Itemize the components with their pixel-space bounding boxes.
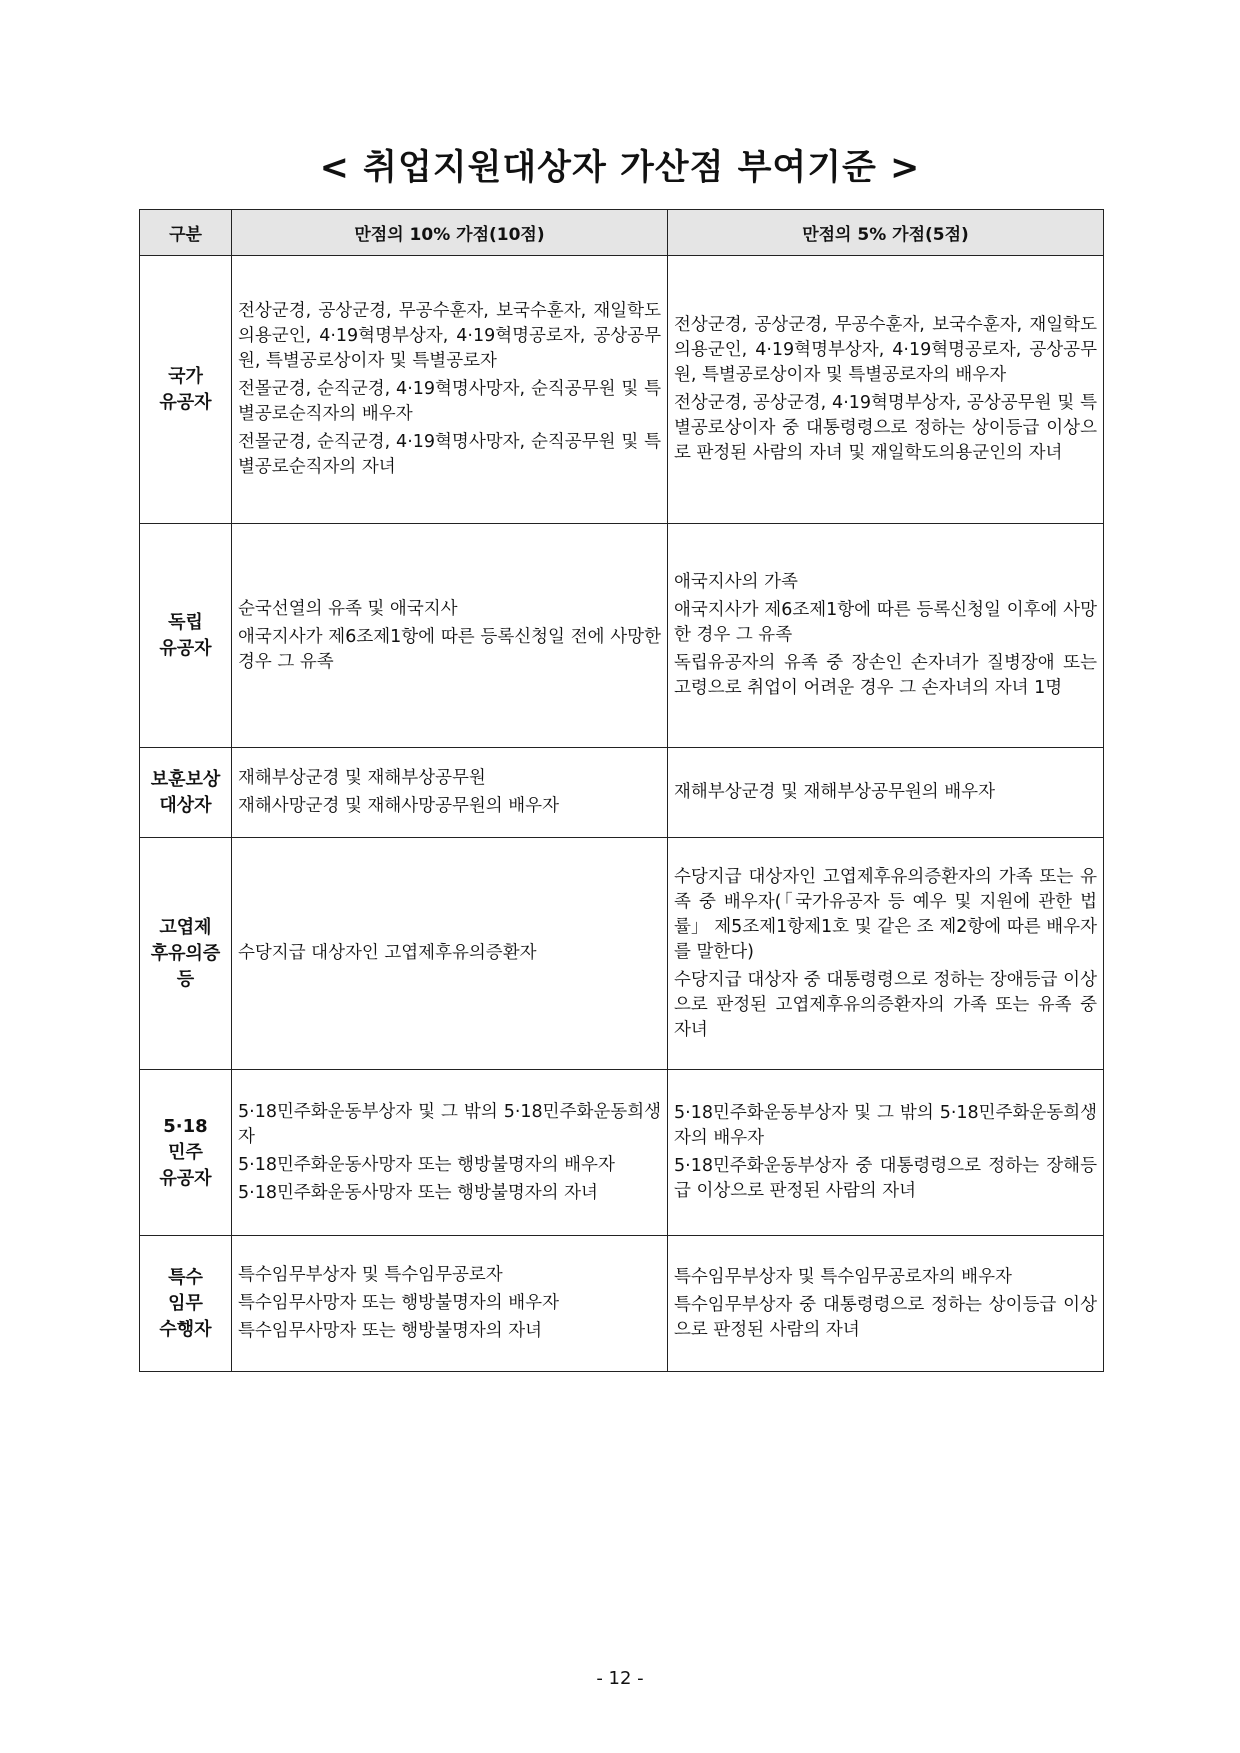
eligibility-item: 특수임무부상자 및 특수임무공로자의 배우자 [674,1266,1012,1287]
eligibility-item: 애국지사가 제6조제1항에 따른 등록신청일 이후에 사망한 경우 그 유족 [674,600,1097,645]
eligibility-item: 특수임무부상자 중 대통령령으로 정하는 상이등급 이상으로 판정된 사람의 자녀 [674,1294,1097,1340]
eligibility-item: 5·18민주화운동부상자 및 그 밖의 5·18민주화운동희생자 [238,1101,661,1147]
table-row [140,256,1104,524]
eligibility-item: 특수임무사망자 또는 행방불명자의 자녀 [238,1321,543,1341]
category-line: 후유의증 [150,942,221,964]
category-line: 특수 [168,1266,203,1288]
category-line: 임무 [168,1292,203,1314]
bonus-10-cell [232,256,668,524]
table-row [140,1236,1104,1372]
eligibility-item: 재해부상군경 및 재해부상공무원의 배우자 [674,782,995,802]
eligibility-item: 특수임무사망자 또는 행방불명자의 배우자 [238,1293,559,1313]
table-row [140,1070,1104,1236]
category-cell [140,256,232,524]
eligibility-item: 전몰군경, 순직군경, 4·19혁명사망자, 순직공무원 및 특별공로순직자의 자녀 [238,432,661,477]
bonus-5-cell [668,524,1104,748]
eligibility-item: 5·18민주화운동부상자 중 대통령령으로 정하는 장해등급 이상으로 판정된 사람의 자녀 [674,1156,1097,1201]
category-line: 5·18 [163,1115,208,1137]
page-title: < 취업지원대상자 가산점 부여기준 > [319,148,921,188]
category-line: 보훈보상 [150,768,221,790]
category-cell [140,838,232,1070]
eligibility-item: 전상군경, 공상군경, 무공수훈자, 보국수훈자, 재일학도의용군인, 4·19혁명부상자, 4·19혁명공로자, 공상공무원, 특별공로상이자 및 특별공로자의 배우자 [674,315,1097,385]
eligibility-item: 애국지사가 제6조제1항에 따른 등록신청일 전에 사망한 경우 그 유족 [238,626,661,672]
bonus-5-cell [668,256,1104,524]
category-line: 유공자 [159,637,212,659]
category-line: 대상자 [159,794,212,816]
eligibility-item: 전상군경, 공상군경, 무공수훈자, 보국수훈자, 재일학도의용군인, 4·19혁명부상자, 4·19혁명공로자, 공상공무원, 특별공로상이자 및 특별공로자 [238,301,661,371]
category-line: 고엽제 [159,916,212,938]
bonus-criteria-table [139,209,1104,1372]
category-line: 유공자 [159,391,212,413]
eligibility-item: 수당지급 대상자인 고엽제후유의증환자 [238,943,537,963]
eligibility-item: 재해부상군경 및 재해부상공무원 [238,768,486,788]
bonus-10-cell [232,1236,668,1372]
eligibility-item: 독립유공자의 유족 중 장손인 손자녀가 질병장애 또는 고령으로 취업이 어려운 경우 그 손자녀의 자녀 1명 [674,653,1097,698]
page-number: - 12 - [596,1668,644,1689]
category-line: 독립 [168,611,203,633]
bonus-10-cell [232,748,668,838]
table-row [140,524,1104,748]
table-header-row [140,210,1104,256]
eligibility-item: 5·18민주화운동사망자 또는 행방불명자의 자녀 [238,1182,598,1203]
eligibility-item: 수당지급 대상자인 고엽제후유의증환자의 가족 또는 유족 중 배우자(「국가유공자 등 예우 및 지원에 관한 법률」 제5조제1항제1호 및 같은 조 제2항에 따른 배우자를 말한다) [674,866,1097,962]
table-row [140,748,1104,838]
eligibility-item: 수당지급 대상자 중 대통령령으로 정하는 장애등급 이상으로 판정된 고엽제후유의증환자의 가족 또는 유족 중 자녀 [674,969,1097,1040]
header-category: 구분 [140,210,232,256]
category-cell [140,1070,232,1236]
category-line: 유공자 [159,1167,212,1189]
category-cell [140,1236,232,1372]
bonus-10-cell [232,838,668,1070]
eligibility-item: 재해사망군경 및 재해사망공무원의 배우자 [238,796,559,816]
category-cell [140,748,232,838]
bonus-5-cell [668,838,1104,1070]
bonus-5-cell [668,1070,1104,1236]
eligibility-item: 5·18민주화운동부상자 및 그 밖의 5·18민주화운동희생자의 배우자 [674,1103,1097,1148]
eligibility-item: 전몰군경, 순직군경, 4·19혁명사망자, 순직공무원 및 특별공로순직자의 배우자 [238,379,661,424]
eligibility-item: 5·18민주화운동사망자 또는 행방불명자의 배우자 [238,1154,615,1175]
category-cell [140,524,232,748]
eligibility-item: 애국지사의 가족 [674,572,798,592]
category-line: 민주 [168,1141,203,1163]
category-line: 등 [176,968,195,990]
table-row [140,838,1104,1070]
bonus-5-cell [668,748,1104,838]
bonus-5-cell [668,1236,1104,1372]
bonus-10-cell [232,524,668,748]
header-10-percent: 만점의 10% 가점(10점) [232,210,668,256]
category-line: 국가 [168,365,203,387]
eligibility-item: 특수임무부상자 및 특수임무공로자 [238,1265,503,1285]
eligibility-item: 전상군경, 공상군경, 4·19혁명부상자, 공상공무원 및 특별공로상이자 중 대통령령으로 정하는 상이등급 이상으로 판정된 사람의 자녀 및 재일학도의용군인의 자녀 [674,393,1097,463]
header-5-percent: 만점의 5% 가점(5점) [668,210,1104,256]
bonus-10-cell [232,1070,668,1236]
eligibility-item: 순국선열의 유족 및 애국지사 [238,598,458,619]
category-line: 수행자 [159,1318,212,1340]
